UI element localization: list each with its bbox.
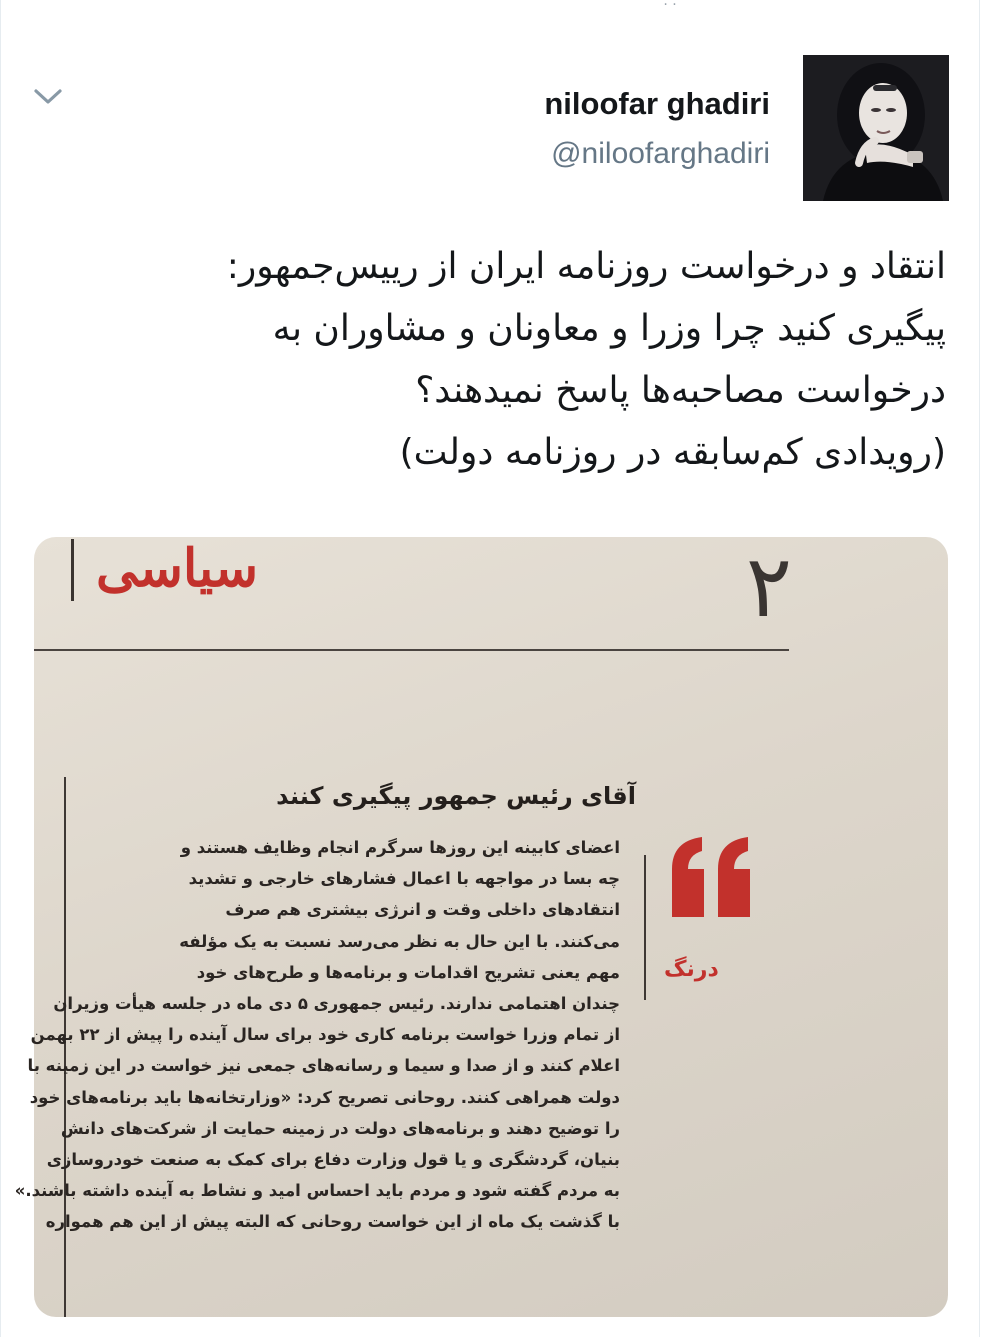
quote-label: درنگ <box>664 957 719 982</box>
article-headline: آقای رئیس جمهور پیگیری کنند <box>276 782 636 810</box>
author-name[interactable]: niloofar ghadiri <box>544 86 770 121</box>
tweet-line: پیگیری کنید چرا وزرا و معاونان و مشاوران به <box>272 308 946 349</box>
article-line: چندان اهتمامی ندارند. رئیس جمهوری ۵ دی ماه در جلسه هیأت وزیران <box>53 994 620 1014</box>
article-line: را توضیح دهند و برنامه‌های دولت در زمینه حمایت از شرکت‌های دانش <box>60 1118 620 1138</box>
tweet-line: درخواست مصاحبه‌ها پاسخ نمیدهند؟ <box>415 370 946 411</box>
article-line: با گذشت یک ماه از این خواست روحانی که البته پیش از این هم همواره <box>45 1212 620 1232</box>
profile-photo-icon <box>803 55 949 201</box>
article-line: به مردم گفته شود و مردم باید احساس امید و نشاط به آینده داشته باشند.» <box>14 1181 620 1201</box>
tweet-line: انتقاد و درخواست روزنامه ایران از رییس‌جمهور: <box>226 246 946 287</box>
article-line: می‌کنند. با این حال به نظر می‌رسد نسبت به یک مؤلفه <box>179 931 620 951</box>
section-divider <box>71 539 74 601</box>
article-line: اعلام کنند و از صدا و سیما و رسانه‌های جمعی نیز خواست در این زمینه با <box>27 1056 620 1076</box>
article-line: اعضای کابینه این روزها سرگرم انجام وظایف هستند و <box>180 838 620 857</box>
quote-mark-icon <box>662 829 762 949</box>
article-body <box>14 832 620 1238</box>
avatar[interactable] <box>803 55 949 201</box>
article-line: چه بسا در مواجهه با اعمال فشارهای خارجی و تشدید <box>188 869 620 889</box>
top-fragment: · · <box>663 0 677 13</box>
quote-rule <box>644 855 646 1000</box>
article-line: دولت همراهی کنند. روحانی تصریح کرد: «وزارتخانه‌ها باید برنامه‌های خود <box>29 1087 620 1107</box>
newspaper-section-name: سیاسی <box>96 538 259 599</box>
article-line: بنیان، گردشگری و یا قول وزارت دفاع برای کمک به صنعت خودروسازی <box>46 1150 620 1170</box>
article-line: مهم یعنی تشریح اقدامات و برنامه‌ها و طرح‌های خود <box>196 962 620 982</box>
newspaper-photo[interactable] <box>14 537 948 1317</box>
newspaper-page-number: ۲ <box>745 537 793 637</box>
tweet-line: (رویدادی کم‌سابقه در روزنامه دولت) <box>399 432 946 473</box>
tweet-text <box>46 236 946 484</box>
article-line: انتقادهای داخلی وقت و انرژی بیشتری هم صرف <box>225 900 620 920</box>
newspaper-header-rule <box>34 649 789 651</box>
author-handle[interactable]: @niloofarghadiri <box>551 137 770 170</box>
chevron-down-icon[interactable] <box>34 88 62 106</box>
article-line: از تمام وزرا خواست برنامه کاری خود برای سال آینده را پیش از ۲۲ بهمن <box>30 1025 620 1045</box>
